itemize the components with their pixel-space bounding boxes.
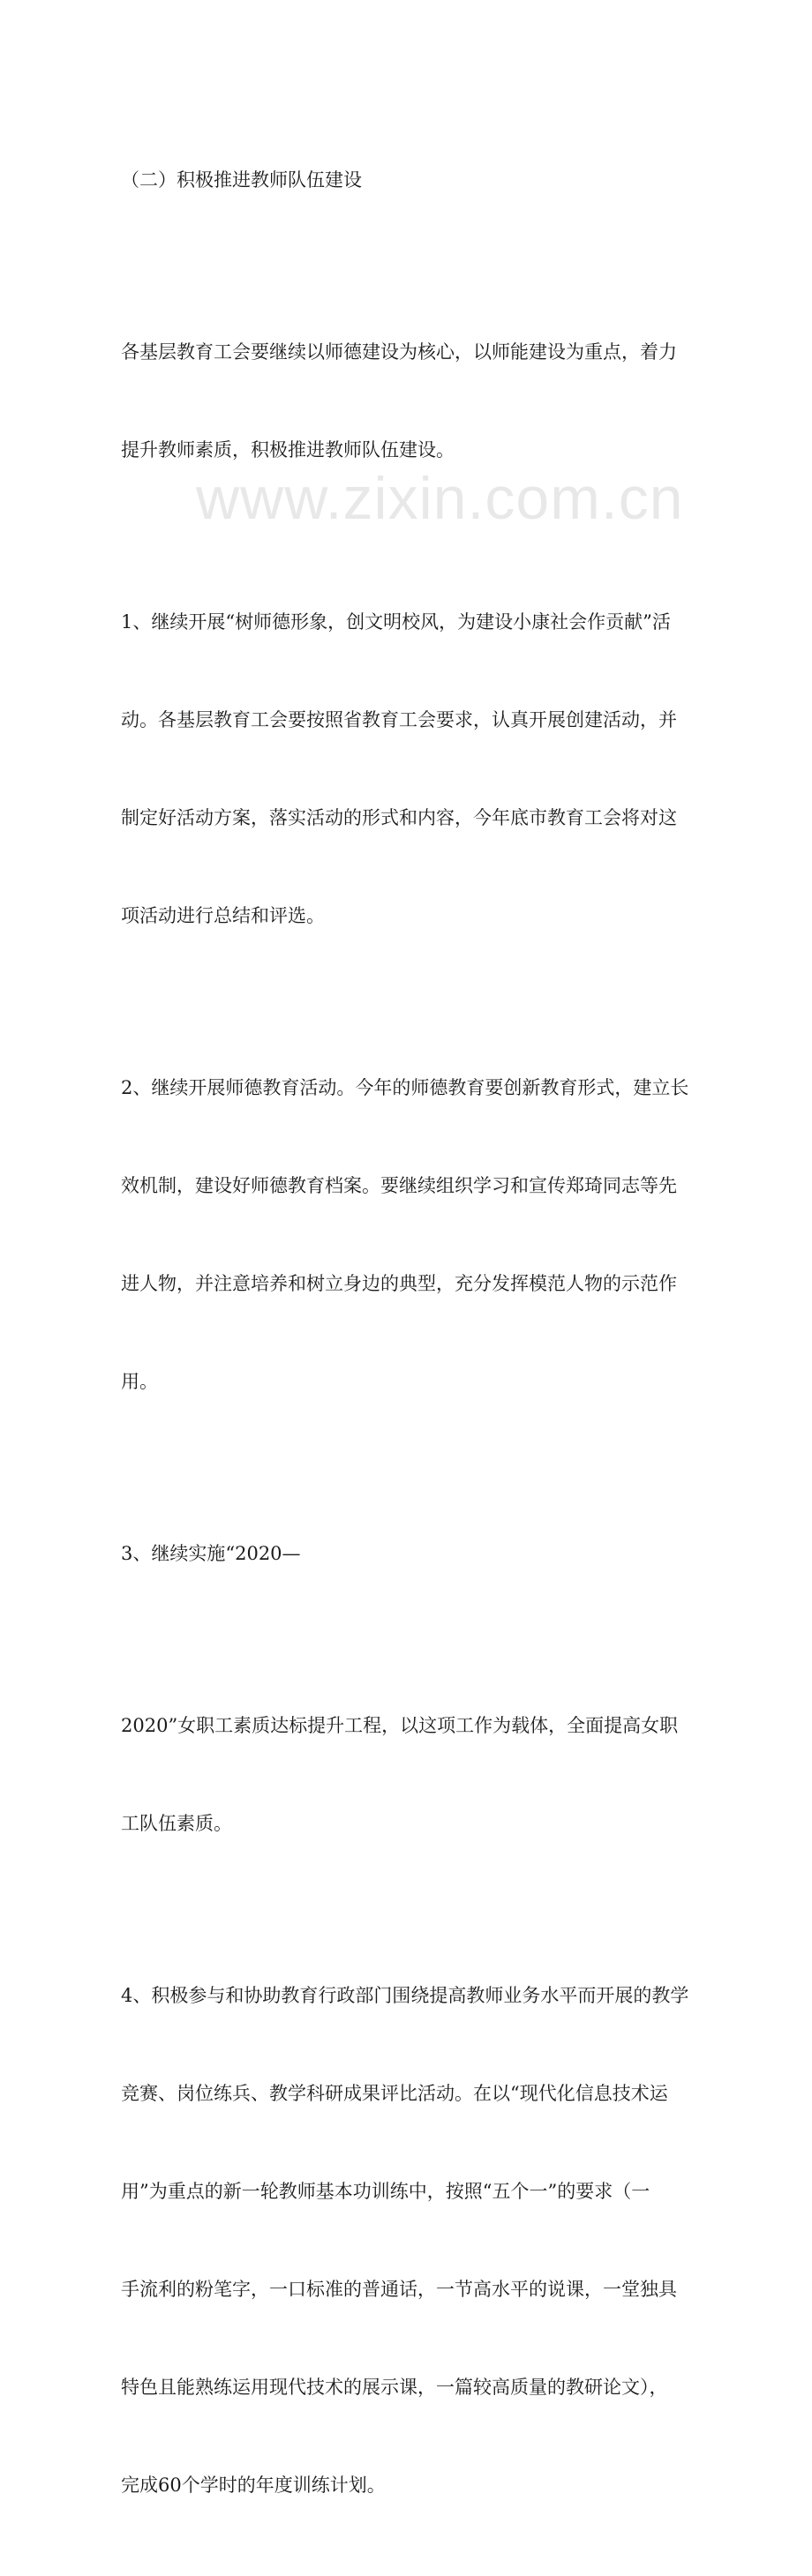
text-line: 2020”女职工素质达标提升工程，以这项工作为载体，全面提高女职 bbox=[121, 1715, 679, 1736]
text-line: （二）积极推进教师队伍建设 bbox=[121, 169, 362, 191]
text-line: 各基层教育工会要继续以师德建设为核心，以师能建设为重点，着力 bbox=[121, 341, 677, 363]
text-line: 手流利的粉笔字，一口标准的普通话，一节高水平的说课，一堂独具 bbox=[121, 2279, 677, 2300]
paragraph-item-2 bbox=[121, 1007, 695, 1464]
text-line: 工队伍素质。 bbox=[121, 1813, 232, 1834]
paragraph-intro bbox=[121, 271, 695, 532]
section-heading bbox=[121, 99, 695, 262]
text-line: 进人物，并注意培养和树立身边的典型，充分发挥模范人物的示范作 bbox=[121, 1273, 677, 1294]
text-line: 3、继续实施“2020— bbox=[121, 1543, 301, 1564]
text-line: 效机制，建设好师德教育档案。要继续组织学习和宣传郑琦同志等先 bbox=[121, 1175, 677, 1196]
text-line: 制定好活动方案，落实活动的形式和内容，今年底市教育工会将对这 bbox=[121, 807, 677, 828]
text-line: 动。各基层教育工会要按照省教育工会要求，认真开展创建活动，并 bbox=[121, 709, 677, 730]
text-line: 4、积极参与和协助教育行政部门围绕提高教师业务水平而开展的教学 bbox=[121, 1985, 689, 2006]
text-line: 项活动进行总结和评选。 bbox=[121, 905, 325, 926]
text-line: 1、继续开展“树师德形象，创文明校风，为建设小康社会作贡献”活 bbox=[121, 611, 671, 633]
text-line: 用。 bbox=[121, 1371, 158, 1392]
text-line: 2、继续开展师德教育活动。今年的师德教育要创新教育形式，建立长 bbox=[121, 1077, 689, 1098]
paragraph-item-4 bbox=[121, 1914, 695, 2567]
text-line: 用”为重点的新一轮教师基本功训练中，按照“五个一”的要求（一 bbox=[121, 2181, 650, 2202]
text-line: 完成60个学时的年度训练计划。 bbox=[121, 2475, 386, 2496]
watermark-text: www.zixin.com.cn bbox=[196, 465, 684, 532]
text-line: 提升教师素质，积极推进教师队伍建设。 bbox=[121, 439, 455, 461]
document-body bbox=[121, 99, 695, 2576]
paragraph-item-3 bbox=[121, 1472, 695, 1636]
paragraph-item-3-continued bbox=[121, 1644, 695, 1906]
paragraph-item-1 bbox=[121, 541, 695, 998]
text-line: 特色且能熟练运用现代技术的展示课，一篇较高质量的教研论文）， bbox=[121, 2377, 668, 2398]
text-line: 竞赛、岗位练兵、教学科研成果评比活动。在以“现代化信息技术运 bbox=[121, 2083, 668, 2104]
